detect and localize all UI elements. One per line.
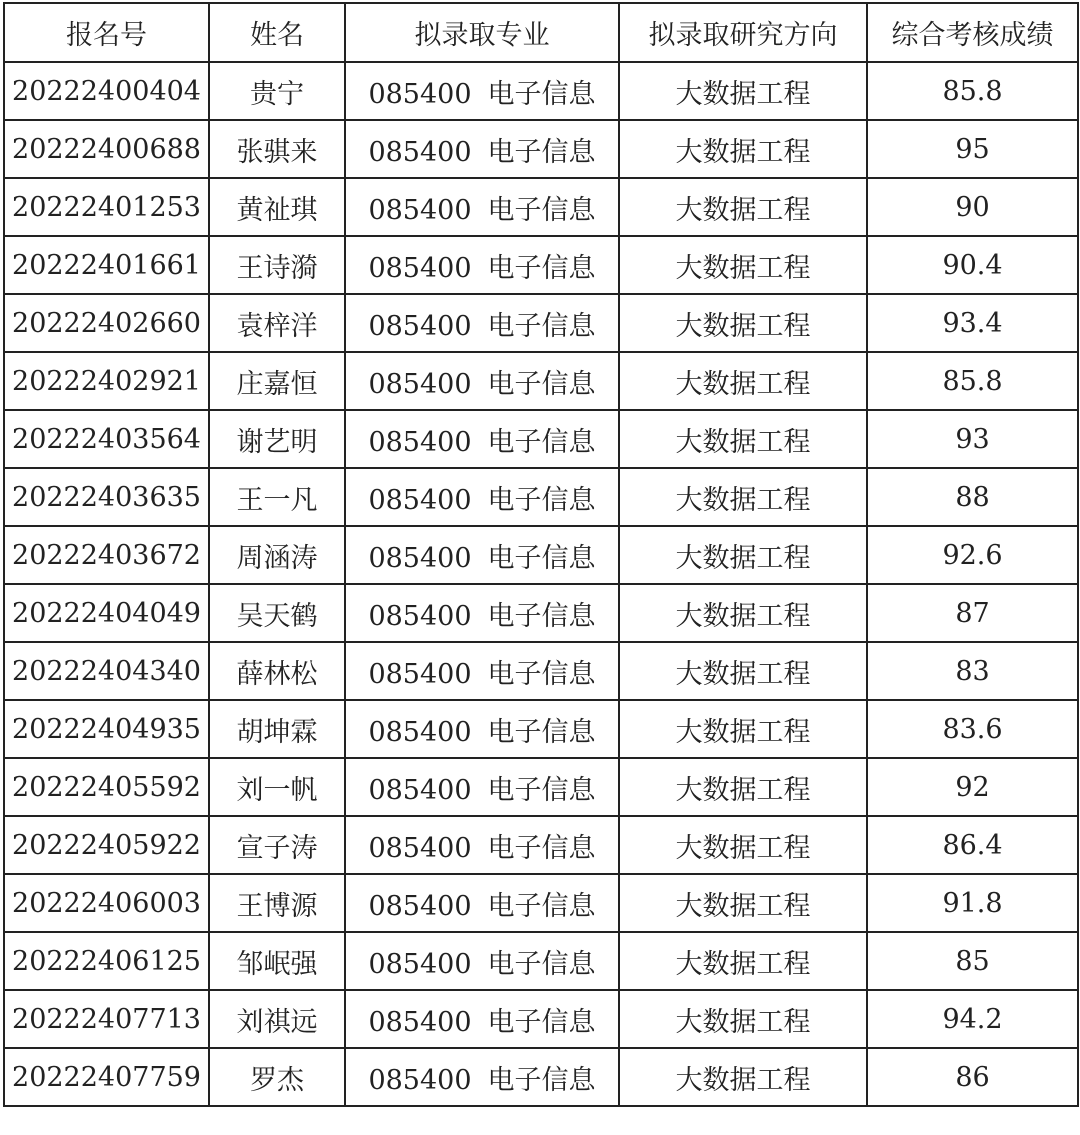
table-row [4, 468, 1078, 526]
cell-score: 93.4 [867, 294, 1078, 352]
table-row [4, 700, 1078, 758]
major-name: 电子信息 [487, 1006, 596, 1038]
cell-major [345, 236, 619, 294]
cell-name: 袁梓洋 [209, 294, 345, 352]
cell-major [345, 294, 619, 352]
cell-major [345, 178, 619, 236]
cell-name: 薛林松 [209, 642, 345, 700]
header-score: 综合考核成绩 [867, 3, 1078, 62]
table-row [4, 236, 1078, 294]
header-row [4, 3, 1078, 62]
major-code: 085400 [368, 774, 472, 806]
table-row [4, 178, 1078, 236]
cell-name: 胡坤霖 [209, 700, 345, 758]
cell-score: 90 [867, 178, 1078, 236]
table-row [4, 352, 1078, 410]
cell-id: 20222407759 [4, 1048, 209, 1106]
cell-id: 20222400404 [4, 62, 209, 120]
table-row [4, 62, 1078, 120]
cell-name: 谢艺明 [209, 410, 345, 468]
cell-name: 周涵涛 [209, 526, 345, 584]
header-major: 拟录取专业 [345, 3, 619, 62]
cell-score: 93 [867, 410, 1078, 468]
cell-score: 87 [867, 584, 1078, 642]
cell-direction: 大数据工程 [619, 294, 867, 352]
cell-direction: 大数据工程 [619, 468, 867, 526]
cell-major [345, 352, 619, 410]
cell-name: 罗杰 [209, 1048, 345, 1106]
table-row [4, 1048, 1078, 1106]
major-code: 085400 [368, 890, 472, 922]
cell-id: 20222405922 [4, 816, 209, 874]
table-row [4, 932, 1078, 990]
cell-id: 20222406003 [4, 874, 209, 932]
cell-name: 宣子涛 [209, 816, 345, 874]
cell-direction: 大数据工程 [619, 584, 867, 642]
cell-major [345, 874, 619, 932]
major-code: 085400 [368, 368, 472, 400]
cell-name: 刘一帆 [209, 758, 345, 816]
cell-major [345, 62, 619, 120]
major-code: 085400 [368, 136, 472, 168]
cell-id: 20222405592 [4, 758, 209, 816]
cell-major [345, 758, 619, 816]
major-name: 电子信息 [487, 1064, 596, 1096]
header-id: 报名号 [4, 3, 209, 62]
table-row [4, 584, 1078, 642]
major-name: 电子信息 [487, 252, 596, 284]
cell-direction: 大数据工程 [619, 932, 867, 990]
cell-score: 91.8 [867, 874, 1078, 932]
major-code: 085400 [368, 600, 472, 632]
cell-score: 86.4 [867, 816, 1078, 874]
cell-id: 20222406125 [4, 932, 209, 990]
cell-direction: 大数据工程 [619, 700, 867, 758]
major-code: 085400 [368, 658, 472, 690]
cell-name: 王诗漪 [209, 236, 345, 294]
cell-score: 94.2 [867, 990, 1078, 1048]
major-name: 电子信息 [487, 832, 596, 864]
cell-direction: 大数据工程 [619, 1048, 867, 1106]
cell-major [345, 410, 619, 468]
major-name: 电子信息 [487, 716, 596, 748]
cell-id: 20222403564 [4, 410, 209, 468]
cell-major [345, 816, 619, 874]
major-code: 085400 [368, 948, 472, 980]
major-name: 电子信息 [487, 600, 596, 632]
table-row [4, 410, 1078, 468]
major-code: 085400 [368, 542, 472, 574]
cell-name: 贵宁 [209, 62, 345, 120]
table-row [4, 120, 1078, 178]
cell-major [345, 120, 619, 178]
cell-name: 庄嘉恒 [209, 352, 345, 410]
major-code: 085400 [368, 252, 472, 284]
table-row [4, 758, 1078, 816]
cell-direction: 大数据工程 [619, 178, 867, 236]
cell-major [345, 584, 619, 642]
cell-major [345, 468, 619, 526]
cell-id: 20222400688 [4, 120, 209, 178]
cell-name: 吴天鹤 [209, 584, 345, 642]
cell-name: 王一凡 [209, 468, 345, 526]
cell-id: 20222407713 [4, 990, 209, 1048]
major-name: 电子信息 [487, 310, 596, 342]
table-row [4, 874, 1078, 932]
cell-direction: 大数据工程 [619, 526, 867, 584]
cell-score: 83.6 [867, 700, 1078, 758]
cell-score: 90.4 [867, 236, 1078, 294]
major-code: 085400 [368, 716, 472, 748]
cell-direction: 大数据工程 [619, 816, 867, 874]
cell-name: 黄祉琪 [209, 178, 345, 236]
cell-score: 85.8 [867, 62, 1078, 120]
major-code: 085400 [368, 78, 472, 110]
cell-direction: 大数据工程 [619, 410, 867, 468]
cell-major [345, 990, 619, 1048]
major-code: 085400 [368, 1064, 472, 1096]
cell-direction: 大数据工程 [619, 62, 867, 120]
table-row [4, 294, 1078, 352]
table-row [4, 816, 1078, 874]
cell-score: 86 [867, 1048, 1078, 1106]
cell-major [345, 642, 619, 700]
cell-direction: 大数据工程 [619, 236, 867, 294]
cell-id: 20222404935 [4, 700, 209, 758]
major-code: 085400 [368, 310, 472, 342]
cell-score: 92.6 [867, 526, 1078, 584]
major-code: 085400 [368, 832, 472, 864]
cell-score: 95 [867, 120, 1078, 178]
major-name: 电子信息 [487, 890, 596, 922]
major-name: 电子信息 [487, 194, 596, 226]
cell-direction: 大数据工程 [619, 758, 867, 816]
cell-name: 王博源 [209, 874, 345, 932]
cell-score: 85 [867, 932, 1078, 990]
major-code: 085400 [368, 426, 472, 458]
major-name: 电子信息 [487, 368, 596, 400]
major-name: 电子信息 [487, 426, 596, 458]
table-row [4, 990, 1078, 1048]
major-name: 电子信息 [487, 136, 596, 168]
major-code: 085400 [368, 194, 472, 226]
cell-id: 20222404340 [4, 642, 209, 700]
cell-direction: 大数据工程 [619, 120, 867, 178]
cell-direction: 大数据工程 [619, 874, 867, 932]
admission-table [3, 2, 1079, 1107]
cell-direction: 大数据工程 [619, 352, 867, 410]
major-code: 085400 [368, 1006, 472, 1038]
cell-name: 刘祺远 [209, 990, 345, 1048]
cell-score: 83 [867, 642, 1078, 700]
cell-id: 20222403635 [4, 468, 209, 526]
cell-name: 张骐来 [209, 120, 345, 178]
cell-score: 88 [867, 468, 1078, 526]
major-name: 电子信息 [487, 774, 596, 806]
major-name: 电子信息 [487, 78, 596, 110]
table-row [4, 642, 1078, 700]
cell-name: 邹岷强 [209, 932, 345, 990]
cell-direction: 大数据工程 [619, 990, 867, 1048]
header-direction: 拟录取研究方向 [619, 3, 867, 62]
cell-major [345, 1048, 619, 1106]
major-code: 085400 [368, 484, 472, 516]
cell-id: 20222404049 [4, 584, 209, 642]
cell-score: 92 [867, 758, 1078, 816]
cell-score: 85.8 [867, 352, 1078, 410]
major-name: 电子信息 [487, 542, 596, 574]
cell-id: 20222402660 [4, 294, 209, 352]
major-name: 电子信息 [487, 948, 596, 980]
major-name: 电子信息 [487, 658, 596, 690]
cell-id: 20222403672 [4, 526, 209, 584]
cell-id: 20222401661 [4, 236, 209, 294]
cell-major [345, 700, 619, 758]
header-name: 姓名 [209, 3, 345, 62]
cell-direction: 大数据工程 [619, 642, 867, 700]
major-name: 电子信息 [487, 484, 596, 516]
table-row [4, 526, 1078, 584]
cell-id: 20222401253 [4, 178, 209, 236]
cell-major [345, 932, 619, 990]
cell-id: 20222402921 [4, 352, 209, 410]
cell-major [345, 526, 619, 584]
